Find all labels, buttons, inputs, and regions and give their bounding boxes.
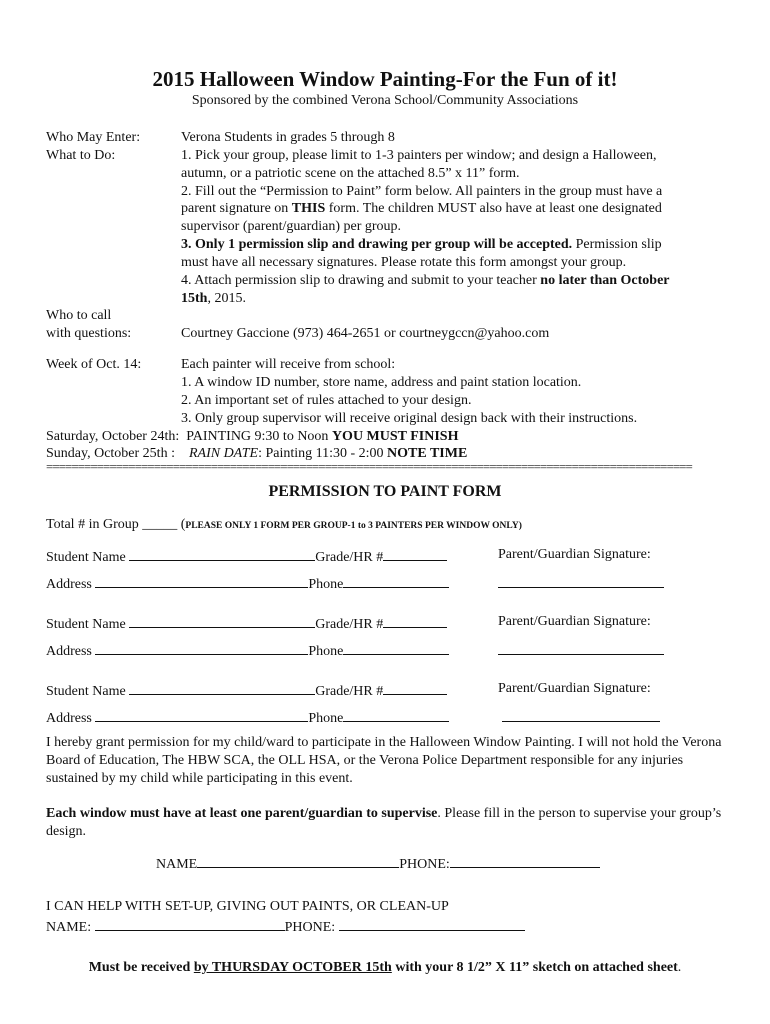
line8-bold: 3. Only 1 permission slip and drawing per group will be accepted. xyxy=(181,237,573,252)
signature-row-3 xyxy=(502,707,660,728)
who-may-enter-label: Who May Enter: xyxy=(46,130,141,145)
phone-field[interactable] xyxy=(343,573,449,588)
address-row-2 xyxy=(46,640,449,661)
sunday-italic: RAIN DATE xyxy=(188,446,259,461)
week-line-3: 2. An important set of rules attached to your design. xyxy=(181,393,472,408)
supervisor-name-label: NAME xyxy=(156,857,198,872)
signature-field[interactable] xyxy=(498,573,664,588)
supervise-post: . Please fill in the person to supervise your group’s design. xyxy=(46,806,722,839)
supervisor-phone-label: PHONE: xyxy=(399,857,450,872)
help-phone-label: PHONE: xyxy=(284,920,336,935)
what-to-do-line-5: supervisor (parent/guardian) per group. xyxy=(181,219,402,234)
page-title: 2015 Halloween Window Painting-For the Fun of it! xyxy=(152,67,618,91)
line10-bold: no later than October xyxy=(540,273,670,288)
student-row-2 xyxy=(46,613,447,634)
phone-label: Phone xyxy=(308,711,344,726)
supervisor-name-field[interactable] xyxy=(197,853,399,868)
grade-label: Grade/HR # xyxy=(315,550,384,565)
who-to-call-label: Who to call xyxy=(46,308,112,323)
footer-post: with your 8 1/2” X 11” sketch on attached sheet xyxy=(391,960,678,975)
phone-field[interactable] xyxy=(343,640,449,655)
phone-label: Phone xyxy=(308,577,344,592)
sunday-mid: : Painting 11:30 - 2:00 xyxy=(258,446,388,461)
signature-label-2: Parent/Guardian Signature: xyxy=(498,614,651,629)
what-to-do-line-8 xyxy=(181,272,670,290)
what-to-do-line-3: 2. Fill out the “Permission to Paint” form below. All painters in the group must have a xyxy=(181,184,663,199)
line10-pre: 4. Attach permission slip to drawing and submit to your teacher xyxy=(181,273,541,288)
address-field[interactable] xyxy=(95,640,308,655)
student-name-label: Student Name xyxy=(46,617,126,632)
student-name-field[interactable] xyxy=(129,546,315,561)
what-to-do-line-2: autumn, or a patriotic scene on the attached 8.5” x 11” form. xyxy=(181,166,520,181)
student-row-1 xyxy=(46,546,447,567)
sunday-bold: NOTE TIME xyxy=(387,446,468,461)
week-line-2: 1. A window ID number, store name, address and paint station location. xyxy=(181,375,582,390)
sunday-pre: Sunday, October 25th : xyxy=(46,446,189,461)
permission-statement: I hereby grant permission for my child/ward to participate in the Halloween Window Painting. I will not hold the Verona Board of Education, The HBW SCA, the OLL HSA, or the Verona Police Department responsible for any injuries sustained by my child while participating in this event. xyxy=(46,735,722,786)
what-to-do-line-6 xyxy=(181,236,662,254)
supervise-bold: Each window must have at least one parent/guardian to supervise xyxy=(46,806,438,821)
footer-end: . xyxy=(677,960,682,975)
signature-label-3: Parent/Guardian Signature: xyxy=(498,681,651,696)
address-row-1 xyxy=(46,573,449,594)
what-to-do-line-4 xyxy=(181,200,662,218)
address-label: Address xyxy=(46,644,92,659)
signature-field[interactable] xyxy=(498,640,664,655)
footer-underlined: by THURSDAY OCTOBER 15th xyxy=(193,960,392,975)
who-may-enter-value: Verona Students in grades 5 through 8 xyxy=(181,130,395,145)
sunday-line xyxy=(46,445,467,463)
total-label: Total # in Group _____ ( xyxy=(46,517,186,532)
signature-row-1 xyxy=(498,573,664,594)
student-name-label: Student Name xyxy=(46,550,126,565)
page-subtitle: Sponsored by the combined Verona School/Community Associations xyxy=(191,93,579,108)
what-to-do-line-1: 1. Pick your group, please limit to 1-3 painters per window; and design a Halloween, xyxy=(181,148,657,163)
line6-pre: parent signature on xyxy=(181,201,292,216)
saturday-pre: Saturday, October 24th: PAINTING 9:30 to Noon xyxy=(46,429,332,444)
form-title: PERMISSION TO PAINT FORM xyxy=(268,483,502,500)
what-to-do-line-9 xyxy=(181,290,246,308)
line11-post: , 2015. xyxy=(207,291,246,306)
with-questions-label: with questions: xyxy=(46,326,132,341)
student-row-3 xyxy=(46,680,447,701)
help-name-field[interactable] xyxy=(95,916,285,931)
address-field[interactable] xyxy=(95,573,308,588)
week-line-1: Each painter will receive from school: xyxy=(181,357,396,372)
supervisor-phone-field[interactable] xyxy=(450,853,600,868)
student-name-field[interactable] xyxy=(129,680,315,695)
what-to-do-label: What to Do: xyxy=(46,148,116,163)
week-line-4: 3. Only group supervisor will receive original design back with their instructions. xyxy=(181,411,638,426)
grade-label: Grade/HR # xyxy=(315,684,384,699)
line6-bold: THIS xyxy=(291,201,326,216)
supervisor-row xyxy=(156,853,600,874)
what-to-do-line-7: must have all necessary signatures. Please rotate this form amongst your group. xyxy=(181,255,627,270)
phone-field[interactable] xyxy=(343,707,449,722)
line11-bold: 15th xyxy=(181,291,208,306)
line8-post: Permission slip xyxy=(572,237,662,252)
help-name-label: NAME: xyxy=(46,920,92,935)
week-label: Week of Oct. 14: xyxy=(46,357,142,372)
address-label: Address xyxy=(46,711,92,726)
total-in-group xyxy=(46,516,522,535)
address-label: Address xyxy=(46,577,92,592)
supervise-statement xyxy=(46,805,736,841)
signature-field[interactable] xyxy=(502,707,660,722)
student-name-label: Student Name xyxy=(46,684,126,699)
separator-line: ====================================================================================================== xyxy=(46,462,692,472)
saturday-line xyxy=(46,428,458,446)
help-title: I CAN HELP WITH SET-UP, GIVING OUT PAINTS, OR CLEAN-UP xyxy=(46,899,449,914)
help-row xyxy=(46,916,525,937)
phone-label: Phone xyxy=(308,644,344,659)
student-name-field[interactable] xyxy=(129,613,315,628)
address-field[interactable] xyxy=(95,707,308,722)
grade-field[interactable] xyxy=(383,546,447,561)
help-phone-field[interactable] xyxy=(339,916,525,931)
total-note: PLEASE ONLY 1 FORM PER GROUP-1 to 3 PAINTERS PER WINDOW ONLY) xyxy=(185,521,522,531)
footer-pre: Must be received xyxy=(88,960,194,975)
line6-post: form. The children MUST also have at least one designated xyxy=(325,201,662,216)
grade-field[interactable] xyxy=(383,613,447,628)
grade-field[interactable] xyxy=(383,680,447,695)
grade-label: Grade/HR # xyxy=(315,617,384,632)
footer-note xyxy=(0,960,770,976)
address-row-3 xyxy=(46,707,449,728)
signature-label-1: Parent/Guardian Signature: xyxy=(498,547,651,562)
contact-info: Courtney Gaccione (973) 464-2651 or courtneygccn@yahoo.com xyxy=(181,326,550,341)
saturday-bold: YOU MUST FINISH xyxy=(331,429,459,444)
signature-row-2 xyxy=(498,640,664,661)
